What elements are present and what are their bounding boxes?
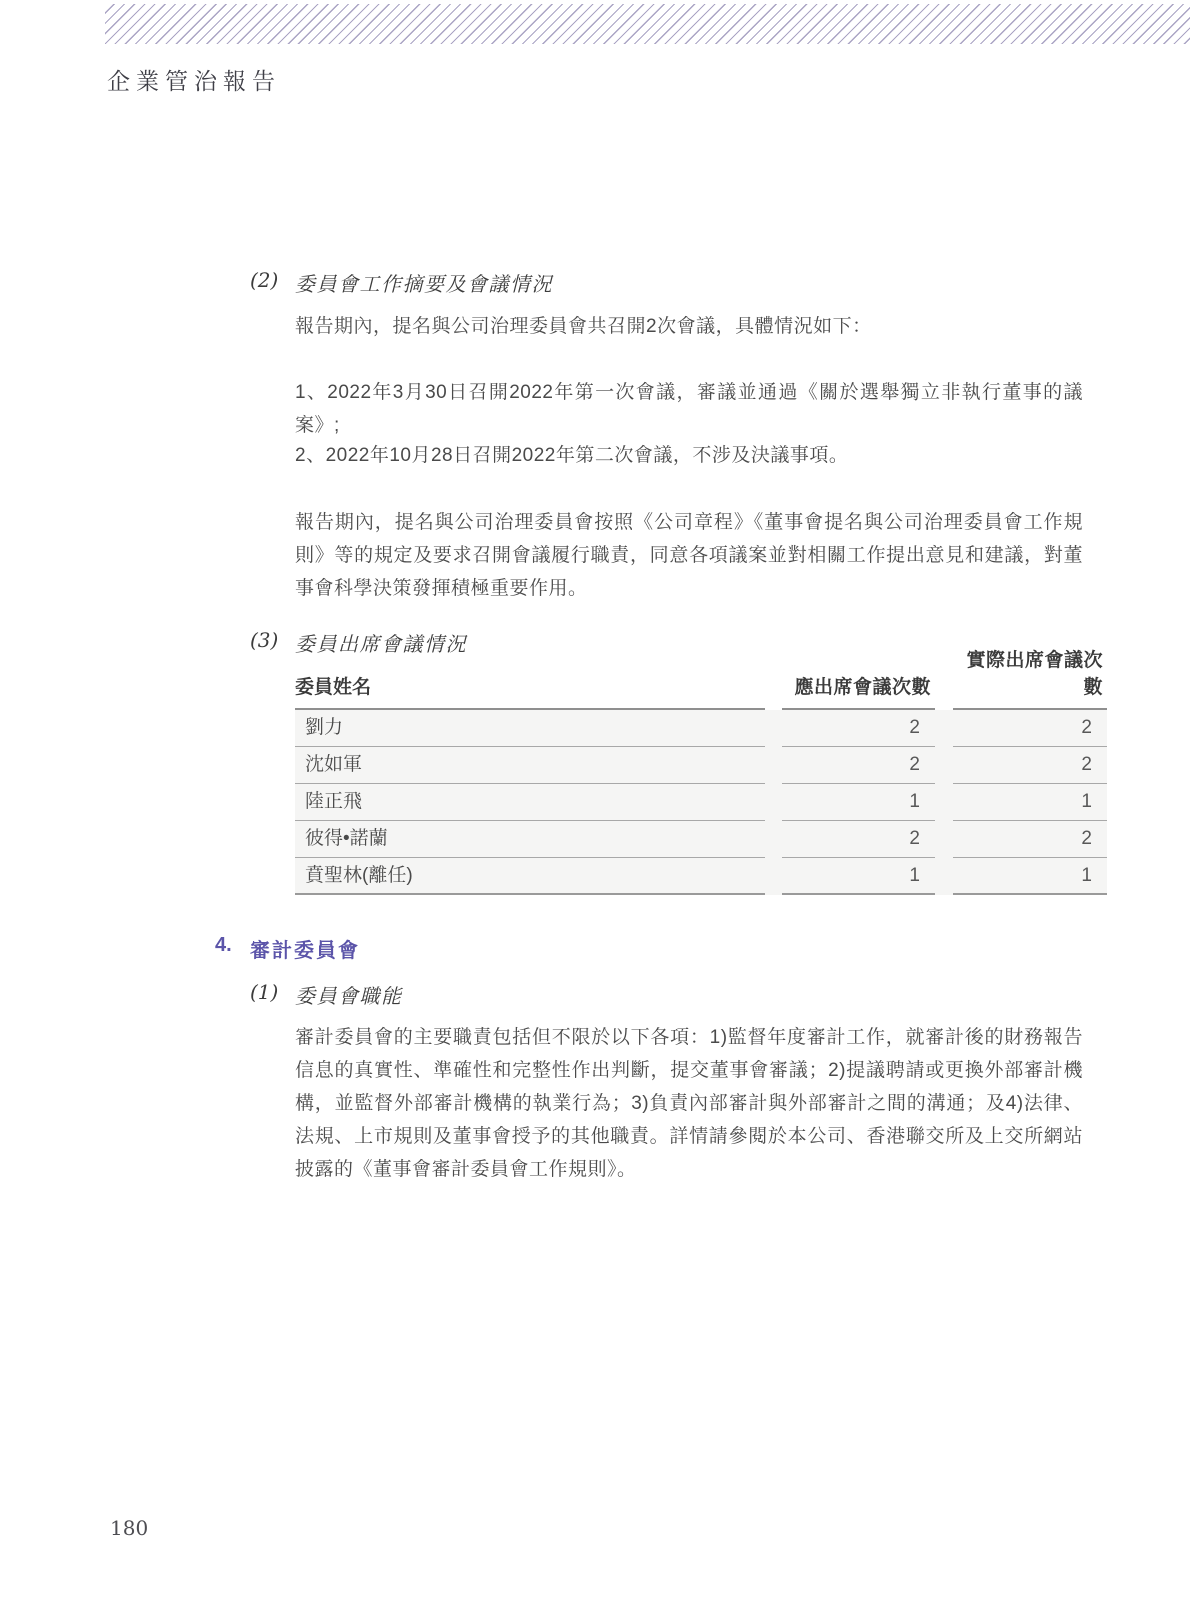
section-2-heading [250, 268, 553, 297]
actual-count: 1 [953, 858, 1107, 895]
actual-count: 2 [953, 747, 1107, 784]
table-row [295, 858, 1107, 895]
section-3-title: 委員出席會議情況 [295, 632, 467, 656]
required-count: 2 [782, 710, 935, 747]
table-body [295, 710, 1107, 895]
required-count: 1 [782, 784, 935, 821]
column-header-member-name: 委員姓名 [295, 672, 765, 710]
section-2-marker: (2) [250, 268, 279, 292]
member-name: 沈如軍 [295, 747, 765, 784]
member-name: 劉力 [295, 710, 765, 747]
table-header-row [295, 650, 1107, 710]
page-title: 企業管治報告 [107, 69, 281, 95]
column-header-required-attendance: 應出席會議次數 [782, 672, 935, 710]
required-count: 2 [782, 747, 935, 784]
actual-count: 1 [953, 784, 1107, 821]
section-4-heading [215, 934, 360, 963]
section-2-intro-paragraph: 報告期內，提名與公司治理委員會共召開2次會議，具體情況如下： [295, 316, 872, 337]
section-2-summary-paragraph: 報告期內，提名與公司治理委員會按照《公司章程》《董事會提名與公司治理委員會工作規則》等的規定及要求召開會議履行職責，同意各項議案並對相關工作提出意見和建議，對董事會科學決策發揮積極重要作用。 [295, 512, 1083, 599]
required-count: 2 [782, 821, 935, 858]
actual-count: 2 [953, 710, 1107, 747]
hatch-pattern-banner [105, 4, 1190, 44]
member-name: 彼得•諾蘭 [295, 821, 765, 858]
section-2-title: 委員會工作摘要及會議情況 [295, 272, 553, 296]
table-row [295, 747, 1107, 784]
table-row [295, 821, 1107, 858]
section-4-sub-1-marker: (1) [250, 980, 279, 1004]
meeting-item-2: 2、2022年10月28日召開2022年第二次會議，不涉及決議事項。 [295, 445, 849, 466]
section-3-heading [250, 628, 467, 657]
member-name: 賁聖林(離任) [295, 858, 765, 895]
table-row [295, 710, 1107, 747]
member-name: 陸正飛 [295, 784, 765, 821]
meeting-item-1: 1、2022年3月30日召開2022年第一次會議，審議並通過《關於選舉獨立非執行董事的議案》; [295, 382, 1083, 436]
page-number: 180 [110, 1516, 149, 1540]
section-4-sub-1-title: 委員會職能 [295, 984, 403, 1008]
table-row [295, 784, 1107, 821]
actual-count: 2 [953, 821, 1107, 858]
section-4-title: 審計委員會 [250, 940, 360, 962]
required-count: 1 [782, 858, 935, 895]
section-4-sub-1-heading [250, 980, 403, 1009]
attendance-table [295, 650, 1107, 895]
section-3-marker: (3) [250, 628, 279, 652]
audit-committee-duties-paragraph: 審計委員會的主要職責包括但不限於以下各項：1)監督年度審計工作，就審計後的財務報告信息的真實性、準確性和完整性作出判斷，提交董事會審議；2)提議聘請或更換外部審計機構，並監督外部審計機構的執業行為；3)負責內部審計與外部審計之間的溝通；及4)法律、法規、上市規則及董事會授予的其他職責。詳情請參閱於本公司、香港聯交所及上交所網站披露的《董事會審計委員會工作規則》。 [295, 1027, 1083, 1180]
column-header-actual-attendance: 實際出席會議次數 [953, 645, 1107, 710]
section-4-marker: 4. [215, 934, 232, 956]
